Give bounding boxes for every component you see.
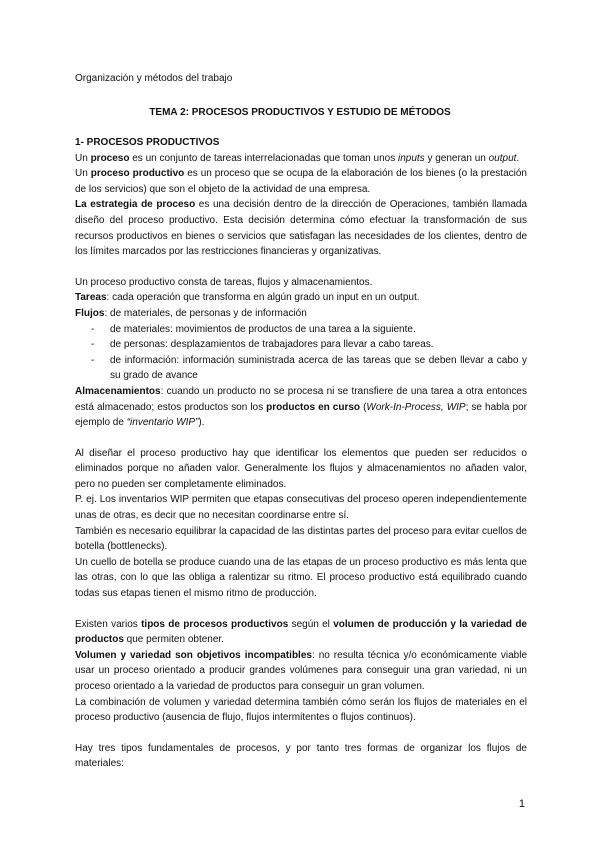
paragraph-proceso-productivo: Un proceso productivo es un proceso que se ocupa de la elaboración de los bienes (o la prestación de los servicios) que son el objeto de la actividad de una empresa. — [75, 168, 527, 195]
page-number: 1 — [518, 798, 525, 810]
paragraph-proceso: Un proceso es un conjunto de tareas interrelacionadas que toman unos inputs y generan un output. — [75, 152, 520, 164]
paragraph-consta: Un proceso productivo consta de tareas, flujos y almacenamientos. — [75, 276, 373, 288]
document-title: TEMA 2: PROCESOS PRODUCTIVOS Y ESTUDIO DE MÉTODOS — [149, 107, 451, 118]
paragraph-flujos: Flujos: de materiales, de personas y de información — [75, 307, 307, 319]
paragraph-volumen-variedad: Volumen y variedad son objetivos incompatibles: no resulta técnica y/o económicamente viable usar un proceso orientado a producir grandes volúmenes para conseguir una gran variedad, ni un proceso orientado a la variedad de productos para conseguir un gran volumen. — [75, 649, 528, 692]
running-header: Organización y métodos del trabajo — [75, 73, 233, 84]
list-item: - de materiales: movimientos de productos de una tarea a la siguiente. — [75, 322, 527, 338]
section-heading: 1- PROCESOS PRODUCTIVOS — [75, 137, 220, 148]
paragraph-disenar: Al diseñar el proceso productivo hay que identificar los elementos que pueden ser reducidos o eliminados porque no añaden valor. Generalmente los flujos y almacenamientos no añaden valor, pero no pueden ser completamente eliminados. — [75, 447, 527, 490]
paragraph-tareas: Tareas: cada operación que transforma en algún grado un input en un output. — [75, 292, 420, 304]
paragraph-tres-tipos: Hay tres tipos fundamentales de procesos, y por tanto tres formas de organizar los flujos de materiales: — [75, 742, 527, 770]
list-item: - de información: información suministrada acerca de las tareas que se deben llevar a cabo y su grado de avance — [75, 353, 527, 384]
document-body — [75, 135, 527, 772]
paragraph-almacenamientos: Almacenamientos: cuando un producto no se procesa ni se transfiere de una tarea a otra entonces está almacenado; estos productos son los productos en curso (Work-In-Process, WIP; se habla por ejemplo de “inventario WIP”). — [75, 385, 527, 429]
paragraph-ejemplo: P. ej. Los inventarios WIP permiten que etapas consecutivas del proceso operen independientemente unas de otras, es decir que no necesitan coordinarse entre sí. — [75, 494, 527, 522]
paragraph-equilibrar: También es necesario equilibrar la capacidad de las distintas partes del proceso para evitar cuellos de botella (bottlenecks). — [75, 525, 527, 553]
paragraph-combinacion: La combinación de volumen y variedad determina también cómo serán los flujos de materiales en el proceso productivo (ausencia de flujo, flujos intermitentes o flujos continuos). — [75, 696, 527, 724]
paragraph-tipos: Existen varios tipos de procesos productivos según el volumen de producción y la variedad de productos que permiten obtener. — [75, 618, 527, 646]
paragraph-estrategia: La estrategia de proceso es una decisión dentro de la dirección de Operaciones, también llamada diseño del proceso productivo. Esta decisión determina cómo efectuar la transformación de sus recursos productivos en bienes o servicios que satisfagan las necesidades de los clientes, dentro de los límites marcados por las restricciones financieras y organizativas. — [75, 199, 527, 258]
list-item: - de personas: desplazamientos de trabajadores para llevar a cabo tareas. — [75, 337, 527, 353]
paragraph-cuello-botella: Un cuello de botella se produce cuando una de las etapas de un proceso productivo es más lenta que las otras, con lo que las obliga a ralentizar su ritmo. El proceso productivo está equilibrado cuando todas sus etapas tienen el mismo ritmo de producción. — [75, 556, 527, 600]
flows-list — [75, 322, 527, 384]
